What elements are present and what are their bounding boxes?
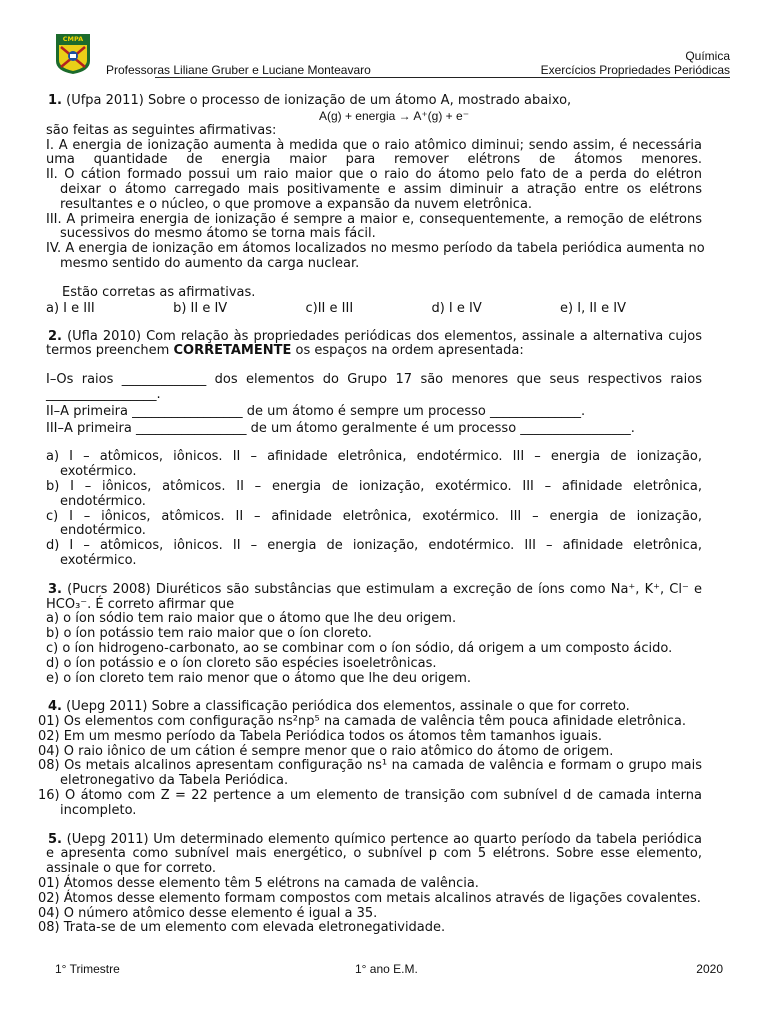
item-08[interactable]: 08) Trata-se de um elemento com elevada eletronegatividade. — [38, 920, 446, 936]
subject: Química — [685, 49, 730, 63]
item-08[interactable]: 08) Os metais alcalinos apresentam configuração ns¹ na camada de valência e formam o grupo mais — [38, 758, 702, 774]
statement-line: mesmo sentido do aumento da carga nuclear. — [60, 255, 360, 271]
question-stem-cont: HCO₃⁻. É correto afirmar que — [46, 596, 235, 612]
question-number: 2. — [48, 328, 62, 344]
question-source: (Uepg 2011) — [66, 699, 148, 715]
footer-grade: 1° ano E.M. — [355, 962, 418, 976]
option-a[interactable]: a) o íon sódio tem raio maior que o átomo que lhe deu origem. — [46, 611, 457, 627]
option-a[interactable]: a) I – atômicos, iônicos. II – afinidade eletrônica, endotérmico. III – energia de ionização, — [46, 449, 702, 465]
question-stem: Sobre o processo de ionização de um átomo A, mostrado abaixo, — [147, 93, 572, 108]
footer-term: 1° Trimestre — [55, 962, 120, 976]
option-c[interactable]: c) I – iônicos, atômicos. II – afinidade eletrônica, exotérmico. III – energia de ionização, — [46, 508, 702, 524]
question-source: (Uepg 2011) — [66, 831, 149, 847]
blank-sentence: I–Os raios _____________ dos elementos do Grupo 17 são menores que seus respectivos raios — [46, 372, 702, 388]
emphasis-correct: CORRETAMENTE — [173, 343, 292, 359]
option-d[interactable]: d) o íon potássio e o íon cloreto são espécies isoeletrônicas. — [46, 655, 437, 671]
footer-year: 2020 — [696, 962, 723, 976]
blank-sentence: III–A primeira _________________ de um átomo geralmente é um processo _________________. — [46, 420, 635, 436]
question-stem: termos preenchem — [46, 343, 170, 359]
option-c-cont: endotérmico. — [60, 523, 146, 539]
school-crest-logo — [55, 33, 91, 75]
item-04[interactable]: 04) O número atômico desse elemento é igual a 35. — [38, 905, 378, 921]
blank-sentence: _________________. — [46, 386, 161, 402]
question-3 — [46, 583, 702, 687]
q1-prompt: Estão corretas as afirmativas. — [62, 284, 256, 300]
statement-line: II. O cátion formado possui um raio maior que o raio do átomo pelo fato de a perda do elétron — [46, 167, 702, 183]
item-16[interactable]: 16) O átomo com Z = 22 pertence a um elemento de transição com subnível d de camada interna — [38, 788, 702, 804]
question-number: 5. — [48, 831, 62, 847]
q1-options — [46, 301, 626, 316]
statement-line: sucessivos do mesmo átomo se torna mais fácil. — [60, 226, 376, 242]
item-08-cont: eletronegativo da Tabela Periódica. — [60, 773, 289, 789]
question-stem: Diuréticos são substâncias que estimulam a excreção de íons como Na⁺, K⁺, Cl⁻ e — [155, 581, 702, 597]
option-b[interactable]: b) o íon potássio tem raio maior que o íon cloreto. — [46, 626, 372, 642]
item-01[interactable]: 01) Átomos desse elemento têm 5 elétrons na camada de valência. — [38, 876, 479, 892]
question-number: 1. — [48, 93, 62, 108]
question-stem: os espaços na ordem apresentada: — [295, 343, 524, 359]
question-2 — [46, 330, 702, 569]
question-number: 3. — [48, 581, 62, 597]
question-source: (Ufpa 2011) — [66, 93, 144, 108]
question-source: (Ufla 2010) — [67, 328, 142, 344]
question-number: 4. — [48, 699, 62, 715]
statement-line: uma quantidade de energia maior para remover elétrons de átomos menores. — [46, 152, 702, 168]
authors: Professoras Liliane Gruber e Luciane Monteavaro — [106, 63, 371, 77]
statement-line: III. A primeira energia de ionização é sempre a maior e, consequentemente, a remoção de elétrons — [46, 211, 702, 227]
option-b[interactable]: b) II e IV — [173, 300, 228, 316]
option-a[interactable]: a) I e III — [46, 300, 95, 316]
option-a-cont: exotérmico. — [60, 464, 137, 480]
statement-line: deixar o átomo carregado mais positivamente e assim diminuir a atração entre os elétrons — [60, 181, 702, 197]
q1-intro: são feitas as seguintes afirmativas: — [46, 122, 277, 138]
option-c[interactable]: c)II e III — [305, 300, 354, 316]
option-d[interactable]: d) I – atômicos, iônicos. II – energia de ionização, endotérmico. III – afinidade eletrônica, — [46, 538, 702, 554]
blank-sentence: II–A primeira _________________ de um átomo é sempre um processo ______________. — [46, 403, 586, 419]
option-d-cont: exotérmico. — [60, 552, 137, 568]
question-stem: Um determinado elemento químico pertence ao quarto período da tabela periódica — [153, 831, 702, 847]
item-01[interactable]: 01) Os elementos com configuração ns²np⁵ na camada de valência têm pouca afinidade eletrônica. — [38, 714, 687, 730]
svg-text:CMPA: CMPA — [62, 35, 84, 44]
ionization-equation: A(g) + energia → A⁺(g) + e⁻ — [318, 108, 470, 123]
question-stem-cont: e apresenta como subnível mais energético, o subnível p com 5 elétrons. Sobre esse elemento, — [46, 846, 702, 862]
header-divider — [155, 77, 730, 78]
question-stem-cont: assinale o que for correto. — [46, 861, 217, 877]
option-c[interactable]: c) o íon hidrogeno-carbonato, ao se combinar com o íon sódio, dá origem a um composto ácido. — [46, 640, 673, 656]
item-04[interactable]: 04) O raio iônico de um cátion é sempre menor que o raio atômico do átomo de origem. — [38, 743, 614, 759]
question-1 — [46, 93, 705, 316]
option-b-cont: endotérmico. — [60, 493, 146, 509]
item-02[interactable]: 02) Átomos desse elemento formam compostos com metais alcalinos através de ligações covalentes. — [38, 890, 701, 906]
question-stem: Sobre a classificação periódica dos elementos, assinale o que for correto. — [151, 699, 630, 715]
option-d[interactable]: d) I e IV — [431, 300, 482, 316]
page-header — [55, 33, 730, 78]
item-02[interactable]: 02) Em um mesmo período da Tabela Periódica todos os átomos têm tamanhos iguais. — [38, 728, 603, 744]
question-4 — [38, 699, 702, 818]
statement-line: I. A energia de ionização aumenta à medida que o raio atômico diminui; sendo assim, é necessária — [46, 137, 702, 153]
question-stem: Com relação às propriedades periódicas dos elementos, assinale a alternativa cujos — [146, 328, 702, 344]
item-16-cont: incompleto. — [60, 802, 137, 818]
statement-line: IV. A energia de ionização em átomos localizados no mesmo período da tabela periódica aumenta no — [46, 241, 705, 257]
question-5 — [38, 831, 702, 937]
option-b[interactable]: b) I – iônicos, atômicos. II – energia de ionização, exotérmico. III – afinidade eletrônica, — [46, 478, 702, 494]
question-source: (Pucrs 2008) — [67, 581, 151, 597]
statement-line: resultantes e o núcleo, o que promove a expansão da nuvem eletrônica. — [60, 196, 533, 212]
option-e[interactable]: e) I, II e IV — [560, 300, 626, 316]
exercise-list — [38, 93, 705, 936]
topic: Exercícios Propriedades Periódicas — [540, 63, 730, 77]
option-e[interactable]: e) o íon cloreto tem raio menor que o átomo que lhe deu origem. — [46, 670, 472, 686]
